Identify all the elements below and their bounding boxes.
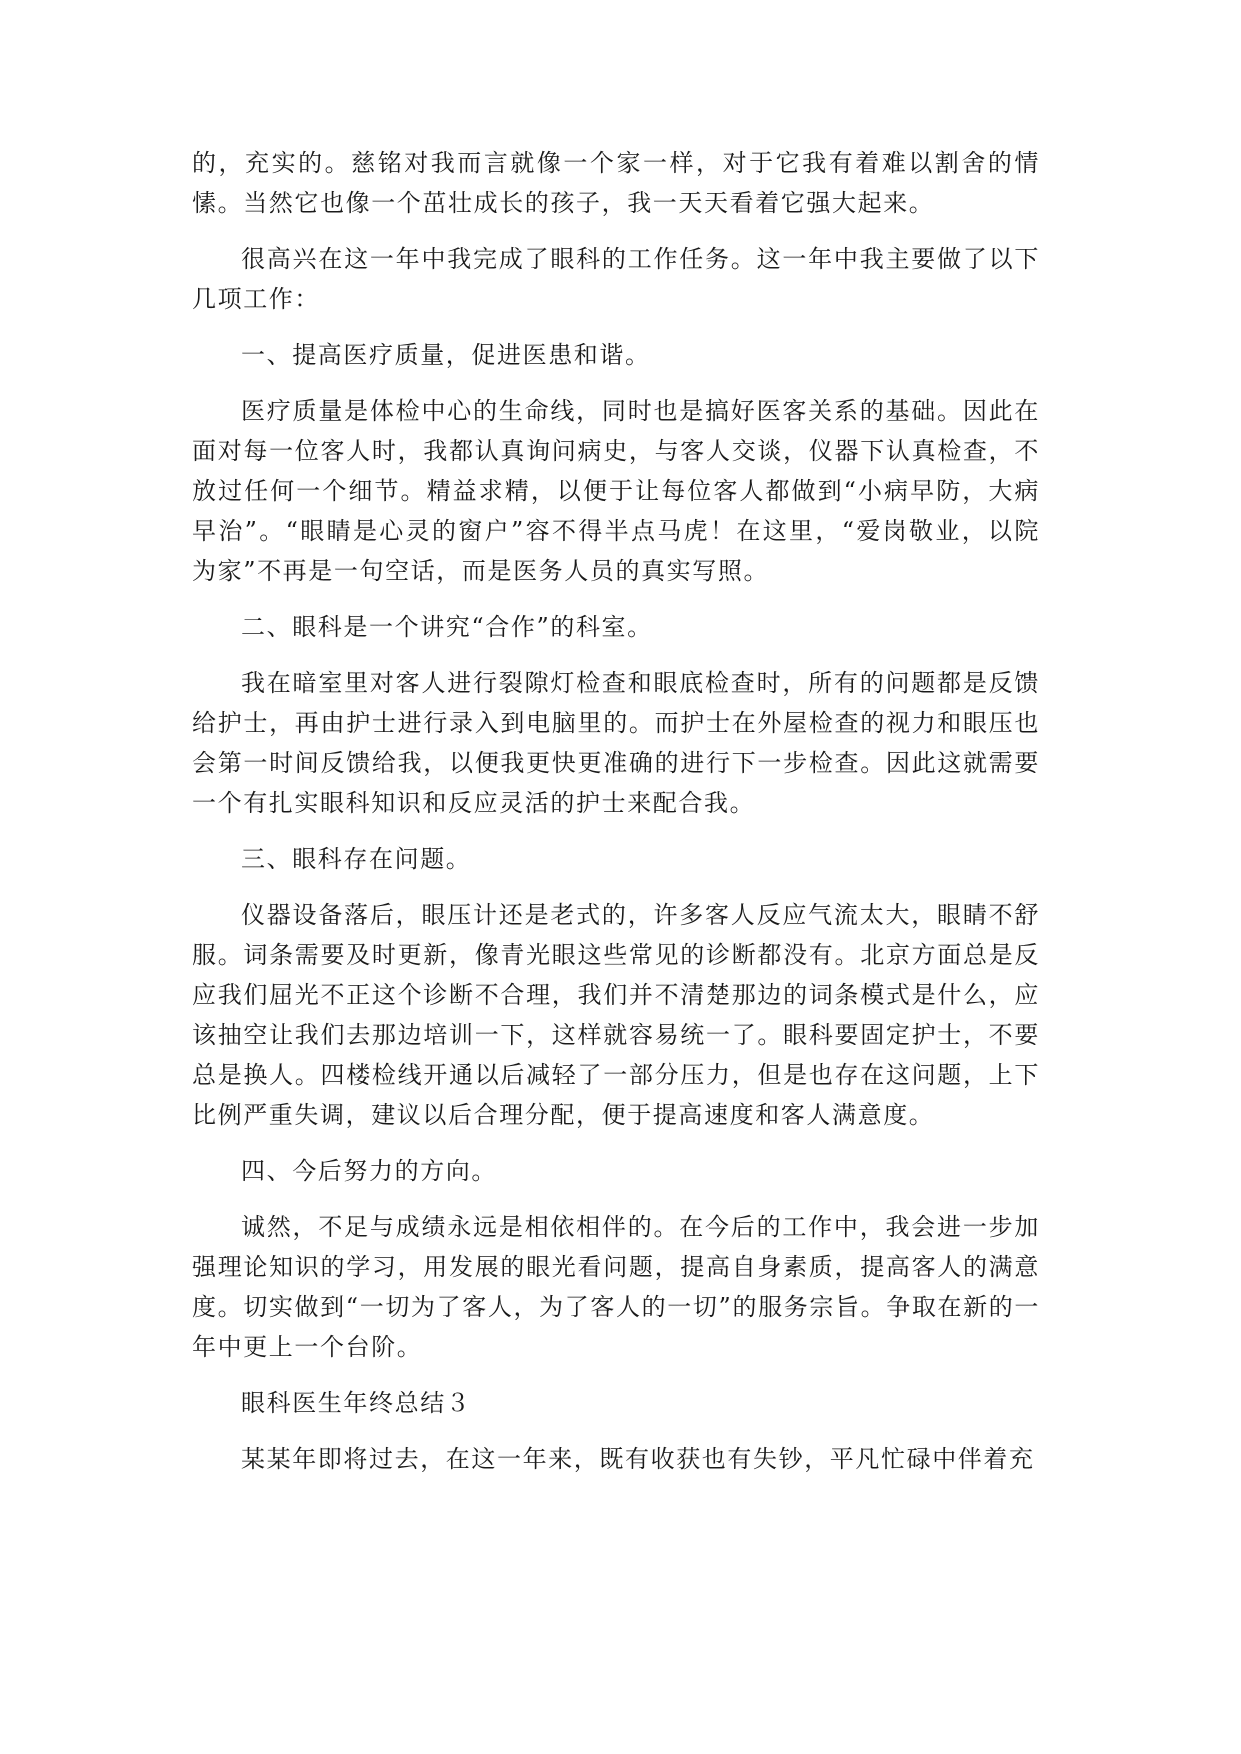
- section-heading-2: 二、眼科是一个讲究“合作”的科室。: [241, 613, 653, 641]
- section-heading-1: 一、提高医疗质量，促进医患和谐。: [241, 341, 651, 369]
- paragraph-section-1: 医疗质量是体检中心的生命线，同时也是搞好医客关系的基础。因此在面对每一位客人时，我都认真询问病史，与客人交谈，仪器下认真检查，不放过任何一个细节。精益求精，以便于让每位客人都做到“小病早防，大病早治”。“眼睛是心灵的窗户”容不得半点马虎！在这里，“爱岗敬业，以院为家”不再是一句空话，而是医务人员的真实写照。: [192, 397, 1040, 585]
- section-heading-3: 三、眼科存在问题。: [241, 845, 472, 873]
- document-body: [192, 143, 1040, 1479]
- paragraph-section-2: 我在暗室里对客人进行裂隙灯检查和眼底检查时，所有的问题都是反馈给护士，再由护士进行录入到电脑里的。而护士在外屋检查的视力和眼压也会第一时间反馈给我，以便我更快更准确的进行下一步检查。因此这就需要一个有扎实眼科知识和反应灵活的护士来配合我。: [192, 669, 1040, 817]
- section-heading-4: 四、今后努力的方向。: [241, 1157, 497, 1185]
- article-title: 眼科医生年终总结３: [241, 1389, 472, 1417]
- paragraph-section-4: 诚然，不足与成绩永远是相依相伴的。在今后的工作中，我会进一步加强理论知识的学习，用发展的眼光看问题，提高自身素质，提高客人的满意度。切实做到“一切为了客人，为了客人的一切”的服务宗旨。争取在新的一年中更上一个台阶。: [192, 1213, 1040, 1361]
- paragraph-intro: 很高兴在这一年中我完成了眼科的工作任务。这一年中我主要做了以下几项工作：: [192, 245, 1040, 313]
- paragraph-continuation: 的，充实的。慈铭对我而言就像一个家一样，对于它我有着难以割舍的情愫。当然它也像一个茁壮成长的孩子，我一天天看着它强大起来。: [192, 149, 1040, 217]
- paragraph-section-3: 仪器设备落后，眼压计还是老式的，许多客人反应气流太大，眼睛不舒服。词条需要及时更新，像青光眼这些常见的诊断都没有。北京方面总是反应我们屈光不正这个诊断不合理，我们并不清楚那边的词条模式是什么，应该抽空让我们去那边培训一下，这样就容易统一了。眼科要固定护士，不要总是换人。四楼检线开通以后减轻了一部分压力，但是也存在这问题，上下比例严重失调，建议以后合理分配，便于提高速度和客人满意度。: [192, 901, 1040, 1129]
- paragraph-next-article: 某某年即将过去，在这一年来，既有收获也有失钞，平凡忙碌中伴着充: [241, 1445, 1035, 1473]
